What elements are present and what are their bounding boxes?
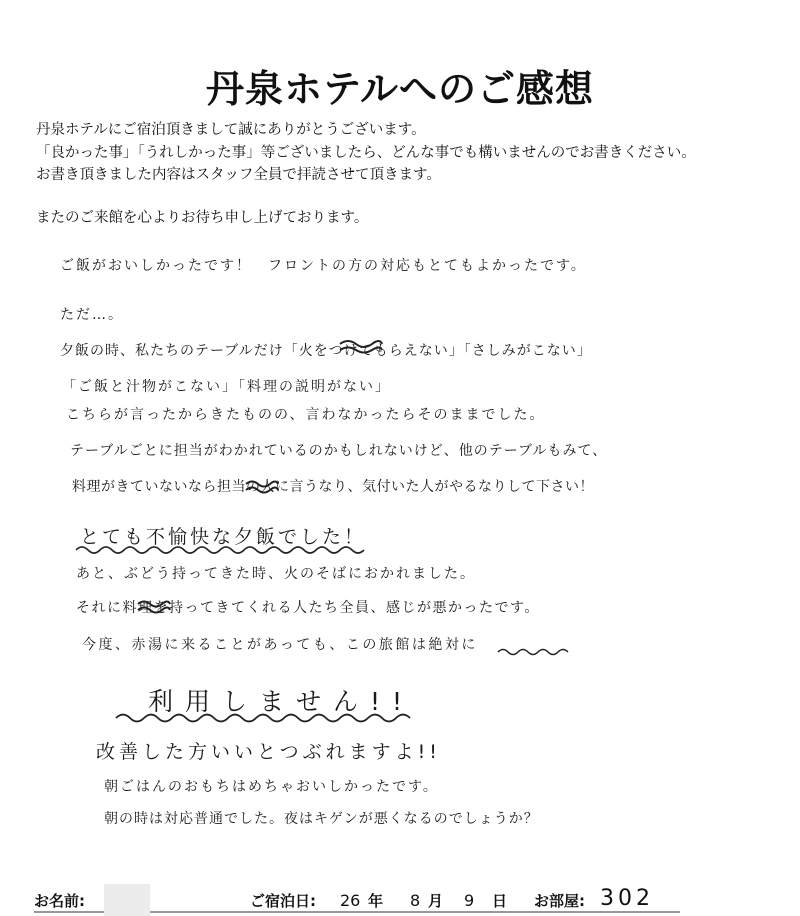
handwritten-line: 料理がきていないなら担当の人に言うなり、気付いた人がやるなりして下さい！ xyxy=(72,479,594,495)
intro-line: お書き頂きました内容はスタッフ全員で拝読させて頂きます。 xyxy=(36,167,441,183)
name-label: お名前: xyxy=(34,892,85,910)
handwritten-line: ご飯がおいしかったです！ フロントの方の対応もとてもよかったです。 xyxy=(60,258,587,274)
stay-day-value: 9 xyxy=(464,891,475,910)
room-label: お部屋: xyxy=(534,892,585,910)
intro-line: またのご来館を心よりお待ち申し上げております。 xyxy=(36,210,369,226)
handwritten-line: 朝ごはんのおもちはめちゃおいしかったです。 xyxy=(104,779,439,795)
handwritten-line: 「ご飯と汁物がこない」「料理の説明がない」 xyxy=(62,379,391,395)
intro-line: 「良かった事」「うれしかった事」等ございましたら、どんな事でも構いませんのでお書きください。 xyxy=(36,145,696,161)
handwritten-emphasis: とても不愉快な夕飯でした！ xyxy=(80,526,367,548)
handwritten-line: テーブルごとに担当がわかれているのかもしれないけど、他のテーブルもみて、 xyxy=(70,443,608,459)
stay-day-unit: 日 xyxy=(492,892,508,910)
handwritten-line: 夕飯の時、私たちのテーブルだけ「火をつけてもらえない」「さしみがこない」 xyxy=(60,343,592,359)
stay-year-value: 26 xyxy=(340,891,361,910)
intro-line: 丹泉ホテルにご宿泊頂きまして誠にありがとうございます。 xyxy=(36,122,426,138)
name-redacted-field xyxy=(104,884,150,916)
handwritten-line: それに料理を持ってきてくれる人たち全員、感じが悪かったです。 xyxy=(76,600,540,616)
stay-month-value: 8 xyxy=(410,891,421,910)
handwritten-line: ただ…。 xyxy=(60,307,124,323)
handwritten-line: 今度、赤湯に来ることがあっても、この旅館は絶対に xyxy=(82,637,478,653)
stay-date-label: ご宿泊日: xyxy=(250,892,316,910)
handwritten-emphasis: 改善した方いいとつぶれますよ!! xyxy=(96,741,441,763)
handwritten-headline: 利用しません!! xyxy=(148,687,415,716)
room-number-value: 302 xyxy=(600,886,654,911)
handwritten-line: 朝の時は対応普通でした。夜はキゲンが悪くなるのでしょうか？ xyxy=(104,811,539,827)
stay-month-unit: 月 xyxy=(428,892,444,910)
handwritten-line: こちらが言ったからきたものの、言わなかったらそのままでした。 xyxy=(66,407,546,423)
stay-year-unit: 年 xyxy=(368,892,384,910)
handwritten-line: あと、ぶどう持ってきた時、火のそばにおかれました。 xyxy=(76,566,476,582)
form-title: 丹泉ホテルへのご感想 xyxy=(205,67,595,111)
wavy-underline xyxy=(498,650,568,655)
